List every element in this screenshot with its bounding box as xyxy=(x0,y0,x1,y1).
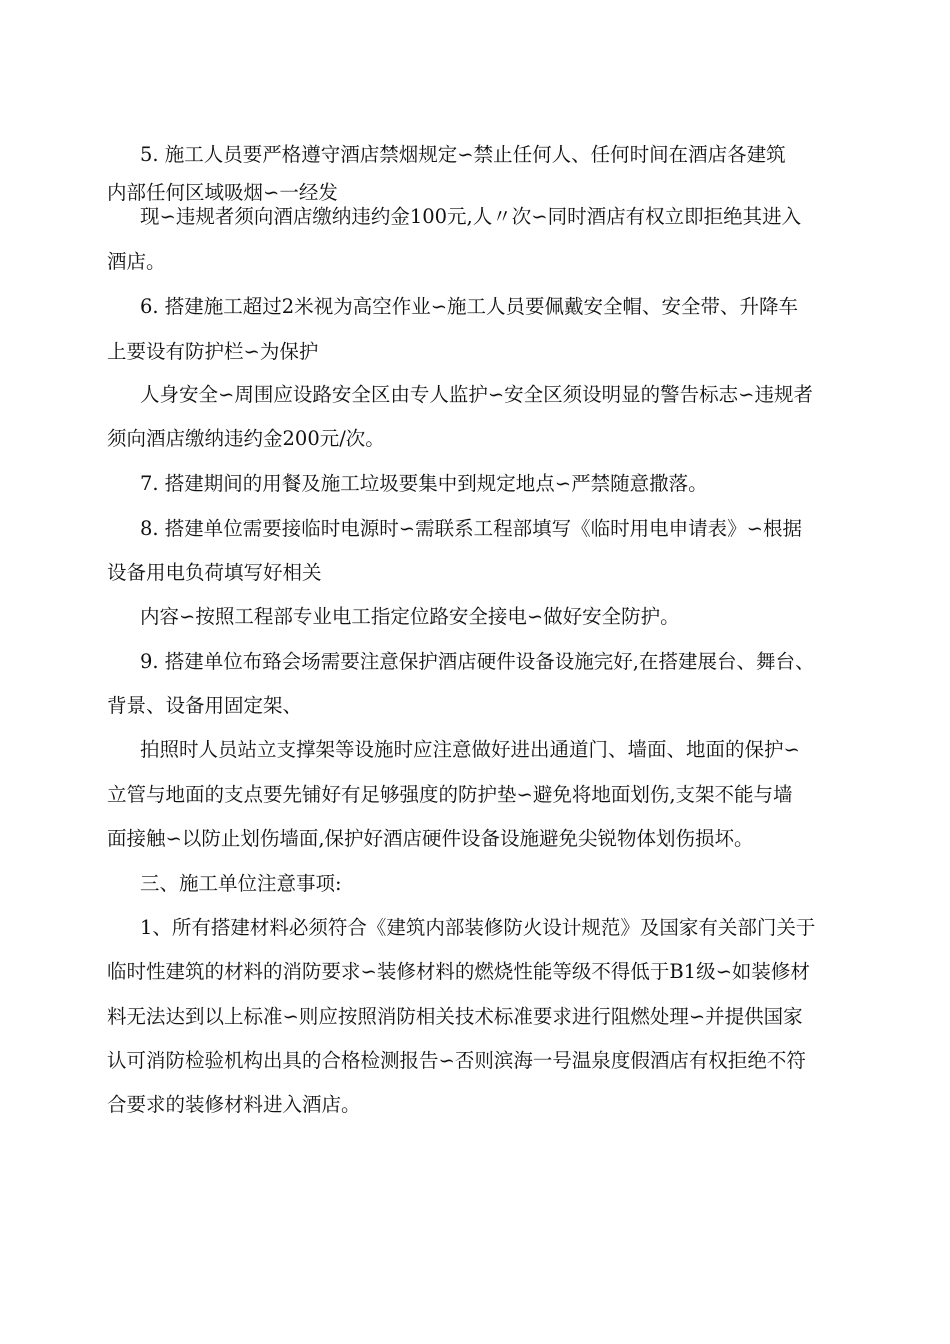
text-line: 上要设有防护栏∽为保护 xyxy=(107,340,319,363)
text-line: 背景、设备用固定架、 xyxy=(107,694,303,717)
text-line: 料无法达到以上标准∽则应按照消防相关技术标准要求进行阻燃处理∽并提供国家 xyxy=(107,1005,803,1028)
text-line: 面接触∽以防止划伤墙面,保护好酒店硬件设备设施避免尖锐物体划伤损坏。 xyxy=(107,827,754,850)
text-line: 认可消防检验机构出具的合格检测报告∽否则滨海一号温泉度假酒店有权拒绝不符 xyxy=(107,1049,806,1072)
text-line: 人身安全∽周围应设路安全区由专人监护∽安全区须设明显的警告标志∽违规者 xyxy=(140,383,814,406)
text-line: 6. 搭建施工超过2米视为高空作业∽施工人员要佩戴安全帽、安全带、升降车 xyxy=(140,295,799,318)
text-line: 5. 施工人员要严格遵守酒店禁烟规定∽禁止任何人、任何时间在酒店各建筑 xyxy=(140,143,786,166)
text-line: 立管与地面的支点要先铺好有足够强度的防护垫∽避免将地面划伤,支架不能与墙 xyxy=(107,783,793,806)
text-line: 临时性建筑的材料的消防要求∽装修材料的燃烧性能等级不得低于B1级∽如装修材 xyxy=(107,960,810,983)
text-line: 内部任何区域吸烟∽一经发 xyxy=(107,181,338,204)
text-line: 拍照时人员站立支撑架等设施时应注意做好进出通道门、墙面、地面的保护∽ xyxy=(140,738,800,761)
text-line: 内容∽按照工程部专业电工指定位路安全接电∽做好安全防护。 xyxy=(140,605,680,628)
text-line: 1、所有搭建材料必须符合《建筑内部装修防火设计规范》及国家有关部门关于 xyxy=(140,916,816,939)
text-line: 合要求的装修材料进入酒店。 xyxy=(107,1093,361,1116)
text-line: 酒店。 xyxy=(107,250,166,273)
text-line: 8. 搭建单位需要接临时电源时∽需联系工程部填写《临时用电申请表》∽根据 xyxy=(140,517,802,540)
text-line: 须向酒店缴纳违约金200元/次。 xyxy=(107,427,385,450)
text-line: 7. 搭建期间的用餐及施工垃圾要集中到规定地点∽严禁随意撒落。 xyxy=(140,472,708,495)
text-line: 现∽违规者须向酒店缴纳违约金100元,人〃次∽同时酒店有权立即拒绝其进入 xyxy=(140,205,802,228)
text-line: 9. 搭建单位布臵会场需要注意保护酒店硬件设备设施完好,在搭建展台、舞台、 xyxy=(140,650,815,673)
section-heading: 三、施工单位注意事项: xyxy=(140,872,342,895)
text-line: 设备用电负荷填写好相关 xyxy=(107,561,322,584)
